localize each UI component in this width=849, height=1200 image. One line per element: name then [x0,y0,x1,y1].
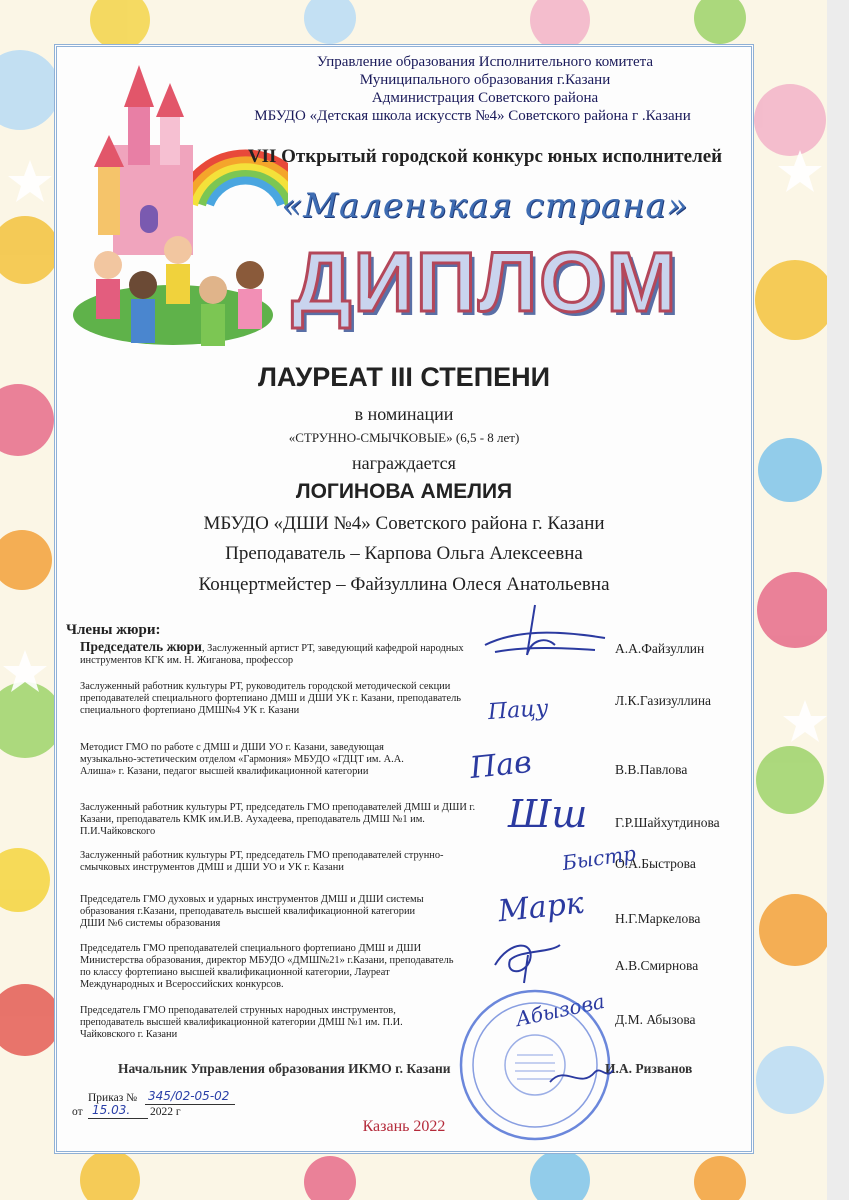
jury-member-name: Л.К.Газизуллина [615,693,712,708]
order-date-label: от [72,1106,83,1118]
jury-member-name: А.В.Смирнова [615,958,699,973]
jury-desc: Методист ГМО по работе с ДМШ и ДШИ УО г. Казани, заведующая музыкально-эстетическим отделом «Гармония» МБУДО «ГДЦТ им. А.А. Алиша» г. Казани, педагог высшей квалификационной категории [80,742,404,777]
jury-desc: Заслуженный работник культуры РТ, председатель ГМО преподавателей струнно-смычковых инструментов ДМШ и ДШИ УО и УК г. Казани [80,850,444,873]
jury-chair-role: Председатель жюри [80,639,202,654]
accompanist-line: Концертмейстер – Файзуллина Олеся Анатольевна [198,574,610,595]
scan-edge [827,0,849,1200]
school-line: МБУДО «ДШИ №4» Советского района г. Казани [203,513,605,534]
boss-name: И.А. Ризванов [605,1061,693,1076]
city-year: Казань 2022 [362,1118,446,1135]
awarded-label: награждается [352,453,456,473]
jury-desc: Председатель ГМО духовых и ударных инструментов ДМШ и ДШИ системы образования г.Казани, преподаватель высшей квалификационной категории ДШИ №6 системы образования [80,894,424,929]
signature-bystrova: Быстр [560,840,638,876]
order-date: 15.03. [92,1103,131,1117]
contest-title: VII Открытый городской конкурс юных исполнителей [247,146,723,167]
order-label: Приказ № [88,1092,138,1104]
signature-markelova: Марк [496,885,586,930]
jury-title: Члены жюри: [66,622,161,638]
jury-member-name: Н.Г.Маркелова [615,911,701,926]
signature-boss [545,1062,615,1092]
signature-gazizullina: Пацу [487,695,550,726]
jury-desc [80,641,485,667]
order-year: 2022 г [150,1106,181,1118]
jury-member-name: О.А.Быстрова [615,856,696,871]
nomination: «СТРУННО-СМЫЧКОВЫЕ» (6,5 - 8 лет) [288,430,520,445]
awardee-name: ЛОГИНОВА АМЕЛИЯ [295,480,513,503]
jury-desc: Заслуженный работник культуры РТ, председатель ГМО преподавателей ДМШ и ДШИ г. Казани, преподаватель КМК им.И.В. Аухадеева, преподаватель ДМШ №1 им. П.И.Чайковского [80,802,476,837]
teacher-line: Преподаватель – Карпова Ольга Алексеевна [225,543,583,564]
header-line-3: Администрация Советского района [371,90,599,106]
jury-member-name: Д.М. Абызова [615,1012,696,1027]
jury-desc: Заслуженный работник культуры РТ, руководитель городской методической секции преподавателей специального фортепиано ДМШ и ДШИ УК г. Казани, преподаватель специального фортепиано ДМШ№4 УК г. Казани [80,681,462,716]
jury-desc-text: , Заслуженный артист РТ, заведующий кафедрой народных инструментов КГК им. Н. Жиганова, профессор [80,643,464,666]
jury-desc: Председатель ГМО преподавателей струнных народных инструментов, преподаватель высшей квалификационной категории ДМШ №1 им. П.И. Чайковского г. Казани [80,1005,403,1040]
jury-member-name: А.А.Файзуллин [615,641,705,656]
order-number: 345/02-05-02 [148,1089,230,1103]
header-line-1: Управление образования Исполнительного комитета [316,54,654,70]
order-number-line [145,1104,235,1105]
boss-title: Начальник Управления образования ИКМО г. Казани [118,1061,451,1076]
signature-pavlova: Пав [468,744,534,787]
signature-shaikhutdinova: Шш [508,792,588,836]
diploma-title: ДИПЛОМ [291,235,679,329]
header-line-4: МБУДО «Детская школа искусств №4» Советского района г .Казани [254,108,691,124]
signature-chair [475,600,615,670]
laureate-degree: ЛАУРЕАТ III СТЕПЕНИ [257,362,551,392]
signature-abyzova: Абызова [513,988,607,1032]
contest-name: «Маленькая страна» [281,186,689,226]
jury-member-name: В.В.Павлова [615,762,688,777]
nomination-prefix: в номинации [354,404,454,424]
jury-desc: Председатель ГМО преподавателей специального фортепиано ДМШ и ДШИ Министерства образования, директор МБУДО «ДМШ№21» г.Казани, преподаватель по классу фортепиано высшей квалификационной категории, Лауреат Международных и Всероссийских конкурсов. [80,943,454,990]
signature-smirnova [490,935,565,985]
header-line-2: Муниципального образования г.Казани [359,72,611,88]
jury-member-name: Г.Р.Шайхутдинова [615,815,720,830]
